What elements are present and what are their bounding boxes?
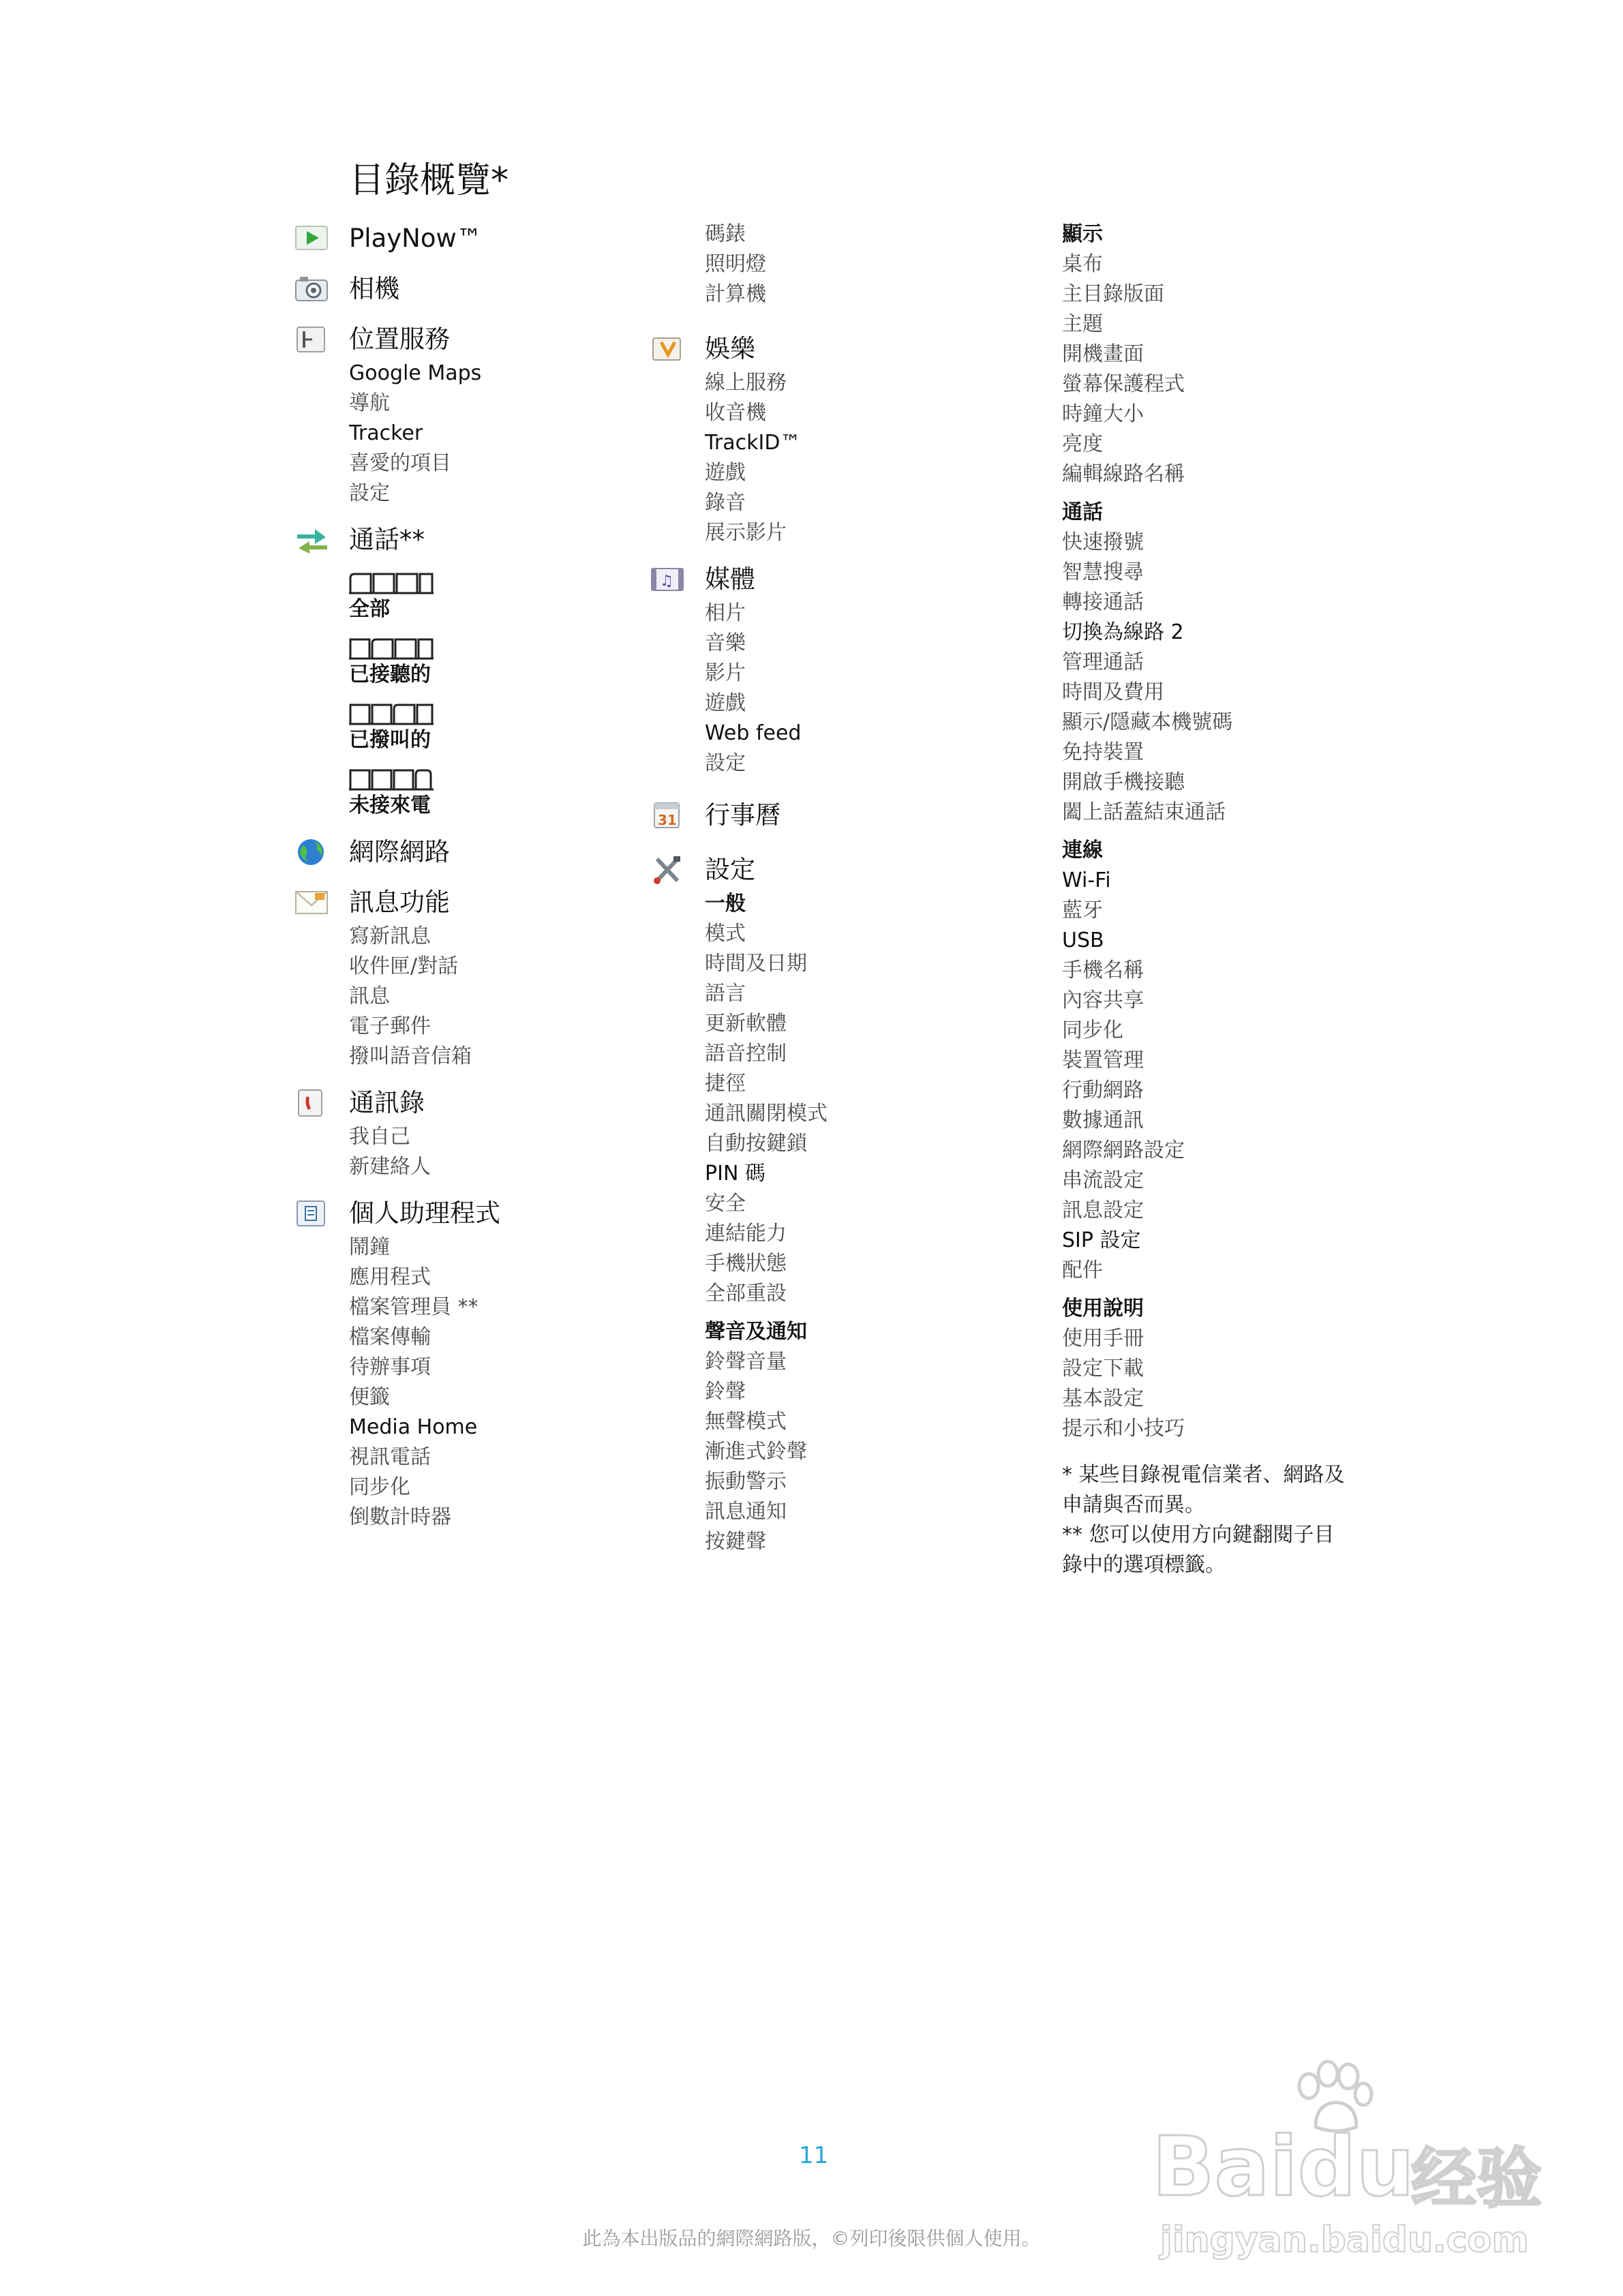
media-icon <box>650 564 686 594</box>
menu-item[interactable]: 提示和小技巧 <box>1062 1417 1185 1440</box>
tab-all[interactable]: 全部 <box>349 597 390 621</box>
menu-item[interactable]: 鈴聲 <box>705 1380 746 1404</box>
menu-item[interactable]: 時鐘大小 <box>1062 402 1144 426</box>
section-title: 網際網路 <box>349 837 450 866</box>
tab-missed-icon <box>349 768 758 791</box>
tab-dialled[interactable]: 已撥叫的 <box>349 728 431 752</box>
svg-text:♫: ♫ <box>660 573 673 590</box>
menu-item[interactable]: 我自己 <box>349 1125 410 1149</box>
menu-item[interactable]: 便籤 <box>349 1385 390 1409</box>
menu-item[interactable]: 寫新訊息 <box>349 924 431 948</box>
menu-item[interactable]: 主目錄版面 <box>1062 282 1164 306</box>
menu-column-2 <box>658 220 1114 1569</box>
menu-section-location[interactable] <box>349 320 758 509</box>
menu-item[interactable]: Wi-Fi <box>1062 868 1111 892</box>
section-title: 相機 <box>349 274 399 303</box>
menu-column-3 <box>1062 220 1553 1580</box>
menu-item[interactable]: 設定下載 <box>1062 1357 1144 1380</box>
settings-group-help <box>1062 1294 1553 1444</box>
menu-item[interactable]: 配件 <box>1062 1258 1103 1282</box>
menu-item[interactable]: 訊息 <box>349 984 390 1008</box>
baidu-jingyan-watermark <box>1152 2059 1542 2263</box>
menu-item[interactable]: 切換為線路 2 <box>1062 620 1184 644</box>
menu-item[interactable]: 收件匣/對話 <box>349 954 459 978</box>
tab-missed[interactable]: 未接來電 <box>349 794 431 817</box>
menu-item[interactable]: PIN 碼 <box>705 1162 765 1185</box>
menu-item[interactable]: 手機狀態 <box>705 1252 787 1275</box>
section-title: 訊息功能 <box>349 888 450 917</box>
menu-item[interactable]: 設定 <box>705 751 746 775</box>
menu-item[interactable]: 訊息設定 <box>1062 1198 1144 1222</box>
watermark-url: jingyan.baidu.com <box>1160 2220 1529 2261</box>
settings-group-calls <box>1062 498 1553 828</box>
menu-item[interactable]: 展示影片 <box>705 521 787 545</box>
menu-item[interactable]: 振動警示 <box>705 1470 787 1494</box>
menu-item[interactable]: 快速撥號 <box>1062 530 1144 554</box>
menu-item[interactable]: 視訊電話 <box>349 1445 431 1469</box>
menu-item[interactable]: 導航 <box>349 391 390 415</box>
calendar-icon <box>650 800 686 830</box>
footnote-line: 申請與否而異。 <box>1062 1493 1205 1517</box>
menu-item[interactable]: 開機畫面 <box>1062 342 1144 366</box>
menu-item[interactable]: 藍牙 <box>1062 898 1103 922</box>
menu-item[interactable]: 智慧搜尋 <box>1062 560 1144 584</box>
camera-icon <box>294 274 330 304</box>
section-title: 通話** <box>349 525 425 554</box>
menu-section-calls[interactable] <box>349 521 758 821</box>
menu-item[interactable]: 顯示/隱藏本機號碼 <box>1062 710 1233 734</box>
footer-notice: 此為本出版品的網際網路版，©列印後限供個人使用。 <box>582 2227 1041 2250</box>
section-title: 媒體 <box>705 564 755 594</box>
phonebook-icon <box>294 1088 330 1118</box>
footnote-line: ** 您可以使用方向鍵翻閱子目 <box>1062 1523 1335 1547</box>
sub-heading: 通話 <box>1062 500 1103 524</box>
menu-item[interactable]: 轉接通話 <box>1062 590 1144 614</box>
menu-section-playnow[interactable] <box>349 220 758 258</box>
sub-heading: 一般 <box>705 892 746 916</box>
menu-section-organizer[interactable] <box>349 1194 758 1532</box>
menu-section-media[interactable] <box>660 560 1114 779</box>
menu-item[interactable]: 捷徑 <box>705 1072 746 1096</box>
menu-item[interactable]: 內容共享 <box>1062 988 1144 1012</box>
menu-item[interactable]: 網際網路設定 <box>1062 1138 1185 1162</box>
menu-item[interactable]: 桌布 <box>1062 252 1103 276</box>
menu-item[interactable]: 影片 <box>705 661 746 685</box>
menu-item[interactable]: 音樂 <box>705 631 746 655</box>
menu-item[interactable]: 數據通訊 <box>1062 1108 1144 1132</box>
sub-heading: 聲音及通知 <box>705 1320 807 1344</box>
menu-item[interactable]: 串流設定 <box>1062 1168 1144 1192</box>
menu-item[interactable]: 電子郵件 <box>349 1014 431 1038</box>
organizer-icon <box>294 1198 330 1228</box>
settings-tools-icon <box>650 855 686 885</box>
menu-item[interactable]: 裝置管理 <box>1062 1048 1144 1072</box>
footnotes <box>1062 1460 1553 1580</box>
menu-item[interactable]: 主題 <box>1062 312 1103 336</box>
menu-section-entertainment[interactable] <box>705 330 1114 548</box>
menu-item[interactable]: 安全 <box>705 1192 746 1215</box>
menu-item[interactable]: 開啟手機接聽 <box>1062 770 1185 794</box>
menu-item[interactable]: 通訊關閉模式 <box>705 1102 828 1126</box>
section-title: 娛樂 <box>705 334 755 363</box>
menu-item[interactable]: 遊戲 <box>705 461 746 485</box>
tab-answered[interactable]: 已接聽的 <box>349 663 431 686</box>
menu-item[interactable]: 管理通話 <box>1062 650 1144 674</box>
menu-item[interactable]: 手機名稱 <box>1062 958 1144 982</box>
tab-dialled-icon <box>349 702 758 725</box>
menu-item[interactable]: 同步化 <box>1062 1018 1123 1042</box>
menu-item[interactable]: 基本設定 <box>1062 1387 1144 1410</box>
menu-section-calendar[interactable] <box>658 796 1114 834</box>
section-title: 位置服務 <box>349 324 450 354</box>
menu-section-organizer-continued <box>705 220 1114 309</box>
menu-item[interactable]: 亮度 <box>1062 432 1103 456</box>
footnote-line: 錄中的選項標籤。 <box>1062 1553 1226 1577</box>
call-arrows-icon <box>294 525 330 555</box>
page-number: 11 <box>799 2142 829 2169</box>
menu-item[interactable]: 待辦事項 <box>349 1355 431 1379</box>
watermark-brand-cn: 经验 <box>1411 2141 1542 2217</box>
menu-item[interactable]: 全部重設 <box>705 1282 787 1305</box>
page-title: 目錄概覽* <box>349 160 509 201</box>
menu-item[interactable]: Tracker <box>349 421 423 445</box>
menu-item[interactable]: 行動網路 <box>1062 1078 1144 1102</box>
menu-section-contacts[interactable] <box>349 1084 758 1182</box>
section-title: 設定 <box>705 855 755 884</box>
menu-item[interactable]: TrackID™ <box>705 431 801 455</box>
menu-item[interactable]: 鈴聲音量 <box>705 1350 787 1374</box>
settings-group-display <box>1062 220 1553 489</box>
menu-item[interactable]: 計算機 <box>705 282 766 306</box>
menu-item[interactable]: 檔案管理員 ** <box>349 1295 479 1319</box>
sub-heading: 連線 <box>1062 839 1103 862</box>
menu-item[interactable]: 撥叫語音信箱 <box>349 1044 472 1068</box>
menu-item[interactable]: 時間及日期 <box>705 952 807 976</box>
menu-section-settings[interactable] <box>705 851 1114 1557</box>
menu-item[interactable]: 新建絡人 <box>349 1155 431 1179</box>
menu-item[interactable]: 錄音 <box>705 491 746 515</box>
menu-item[interactable]: 倒數計時器 <box>349 1505 451 1529</box>
tab-all-icon <box>349 571 758 594</box>
location-icon <box>294 324 330 354</box>
envelope-icon <box>294 888 330 918</box>
menu-column-1 <box>349 220 758 1545</box>
play-icon <box>294 224 330 254</box>
menu-item[interactable]: 同步化 <box>349 1475 410 1499</box>
globe-icon <box>294 837 330 867</box>
settings-group-connectivity <box>1062 836 1553 1286</box>
watermark-brand: Baidu <box>1152 2120 1414 2215</box>
section-title: 行事曆 <box>705 800 780 830</box>
menu-item[interactable]: 相片 <box>705 601 746 625</box>
menu-item[interactable]: 更新軟體 <box>705 1012 787 1036</box>
menu-item[interactable]: 編輯線路名稱 <box>1062 462 1185 486</box>
menu-item[interactable]: Google Maps <box>349 361 482 385</box>
menu-item[interactable]: 連結能力 <box>705 1222 787 1245</box>
menu-item[interactable]: SIP 設定 <box>1062 1228 1141 1252</box>
menu-item[interactable]: 闔上話蓋結束通話 <box>1062 800 1226 824</box>
menu-item[interactable]: 遊戲 <box>705 691 746 715</box>
menu-item[interactable]: 免持裝置 <box>1062 740 1144 764</box>
menu-item[interactable]: 使用手冊 <box>1062 1327 1144 1350</box>
menu-item[interactable]: 自動按鍵鎖 <box>705 1132 807 1155</box>
menu-item[interactable]: 漸進式鈴聲 <box>705 1440 807 1464</box>
section-title: PlayNow™ <box>349 224 482 253</box>
section-title: 個人助理程式 <box>349 1198 500 1228</box>
menu-item[interactable]: USB <box>1062 928 1104 952</box>
menu-item[interactable]: Media Home <box>349 1415 478 1439</box>
section-title: 通訊錄 <box>349 1088 425 1117</box>
footnote-line: * 某些目錄視電信業者、網路及 <box>1062 1463 1345 1487</box>
menu-item[interactable]: 應用程式 <box>349 1265 431 1289</box>
tab-answered-icon <box>349 637 758 660</box>
menu-item[interactable]: 訊息通知 <box>705 1500 787 1524</box>
menu-item[interactable]: 語音控制 <box>705 1042 787 1066</box>
menu-item[interactable]: 按鍵聲 <box>705 1530 766 1554</box>
menu-item[interactable]: 照明燈 <box>705 252 766 276</box>
svg-text:31: 31 <box>658 812 677 828</box>
menu-item[interactable]: 喜愛的項目 <box>349 451 451 475</box>
menu-item[interactable]: 螢幕保護程式 <box>1062 372 1185 396</box>
menu-section-messaging[interactable] <box>349 883 758 1072</box>
menu-item[interactable]: 線上服務 <box>705 371 787 395</box>
menu-item[interactable]: 模式 <box>705 922 746 946</box>
menu-item[interactable]: 無聲模式 <box>705 1410 787 1434</box>
menu-item[interactable]: 語言 <box>705 982 746 1006</box>
sub-heading: 使用說明 <box>1062 1297 1144 1320</box>
menu-item[interactable]: Web feed <box>705 721 802 745</box>
entertainment-icon <box>650 334 686 364</box>
menu-item[interactable]: 碼錶 <box>705 222 746 246</box>
sub-heading: 顯示 <box>1062 222 1103 246</box>
menu-item[interactable]: 檔案傳輸 <box>349 1325 431 1349</box>
menu-item[interactable]: 收音機 <box>705 401 766 425</box>
menu-item[interactable]: 設定 <box>349 481 390 505</box>
menu-section-internet[interactable] <box>349 833 758 871</box>
menu-section-camera[interactable] <box>349 270 758 308</box>
menu-item[interactable]: 鬧鐘 <box>349 1235 390 1259</box>
menu-item[interactable]: 時間及費用 <box>1062 680 1164 704</box>
